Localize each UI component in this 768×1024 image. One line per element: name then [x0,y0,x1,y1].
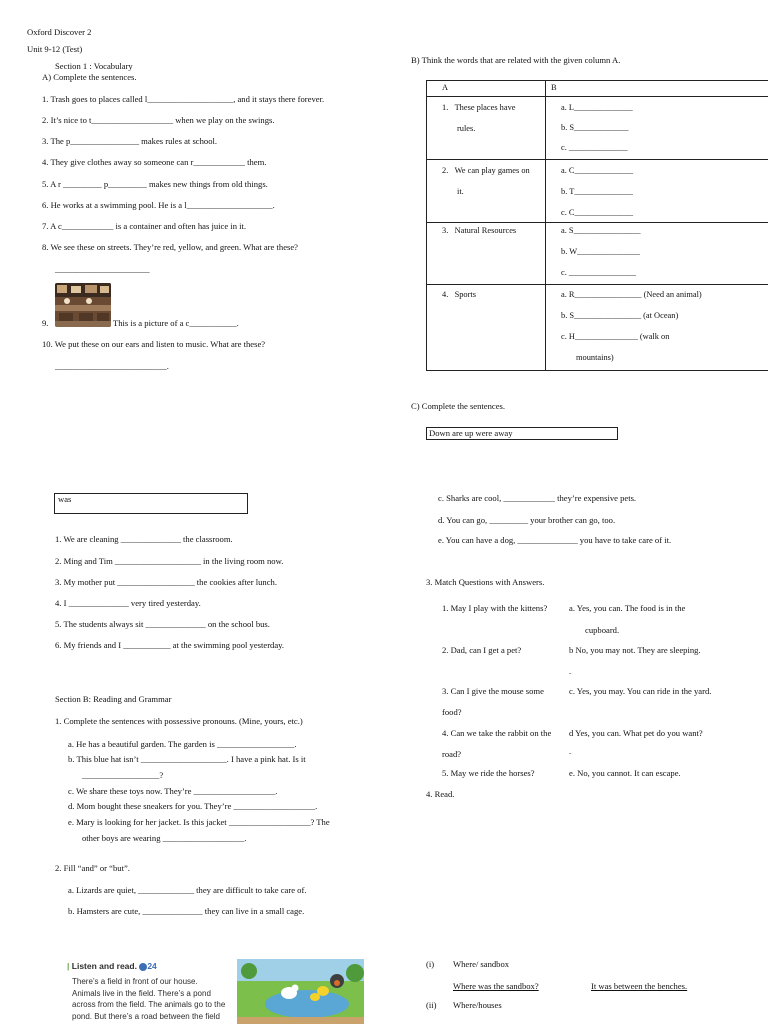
answer-blank: __________________? [82,770,164,780]
question-text: other boys are wearing ___________________. [82,833,247,843]
question-text: b. Hamsters are cute, ______________ they can live in a small cage. [68,906,305,916]
question-text: 8. We see these on streets. They’re red, yellow, and green. What are these? [42,242,298,252]
word-bank-box: was [54,493,248,514]
item-number: (ii) [426,1000,437,1010]
question-text: 5. The students always sit ______________ on the school bus. [55,619,270,629]
question-text: d. You can go, _________ your brother can go, too. [438,515,616,525]
section-b-heading: B) Think the words that are related with the given column A. [411,55,621,65]
question-text: c. We share these toys now. They’re ___________________. [68,786,278,796]
match-answer: . [569,746,572,756]
question-text: 5. A r _________ p_________ makes new things from old things. [42,179,268,189]
question-text: b. This blue hat isn’t ____________________. I have a pink hat. Is it [68,754,306,764]
section-title: Section 1 : Vocabulary [55,61,133,71]
table-row: a. C______________ b. T______________ c. C______________ [546,160,768,223]
table-row: 4. Sports [427,285,546,371]
reading-line: Animals live in the field. There’s a pond [72,988,211,998]
table-row: a. S________________ b. W_______________ c. ________________ [546,223,768,285]
question-text: d. Mom bought these sneakers for you. They’re ___________________. [68,801,318,811]
matching-table [426,80,768,371]
question-text: 7. A c____________ is a container and often has juice in it. [42,221,247,231]
question-text: 1. We are cleaning ______________ the classroom. [55,534,233,544]
answer-blank: ______________________ [55,264,150,274]
question-text: e. You can have a dog, ______________ you have to take care of it. [438,535,672,545]
question-text: 2. It’s nice to t___________________ when we play on the swings. [42,115,275,125]
match-answer: a. Yes, you can. The food is in the [569,603,686,613]
question-text: 6. He works at a swimming pool. He is a l____________________. [42,200,275,210]
question-text: 1. Complete the sentences with possessive pronouns. (Mine, yours, etc.) [55,716,303,726]
word-bank-box: Down are up were away [426,427,618,440]
question-text: 6. My friends and I ___________ at the swimming pool yesterday. [55,640,285,650]
section-match-heading: 3. Match Questions with Answers. [426,577,545,587]
section-a-heading: A) Complete the sentences. [42,72,137,82]
question-text: 10. We put these on our ears and listen to music. What are these? [42,339,266,349]
section-b-title: Section B: Reading and Grammar [55,694,172,704]
match-answer: d Yes, you can. What pet do you want? [569,728,703,738]
listen-read-panel [64,959,364,1024]
example-question: Where was the sandbox? [453,981,539,991]
question-text: 1. Trash goes to places called l____________________, and it stays there forever. [42,94,325,104]
match-answer: cupboard. [585,625,620,635]
question-text: 2. Fill “and” or “but”. [55,863,130,873]
question-text: c. Sharks are cool, ____________ they’re expensive pets. [438,493,637,503]
table-row: a. L______________ b. S_____________ c. ______________ [546,97,768,160]
question-text: e. Mary is looking for her jacket. Is this jacket ___________________? The [68,817,330,827]
match-answer: e. No, you cannot. It can escape. [569,768,681,778]
match-question: 4. Can we take the rabbit on the [442,728,552,738]
question-text: This is a picture of a c___________. [113,318,239,328]
reading-line: pond. But there’s a road between the field [72,1011,220,1021]
match-answer: . [569,666,572,676]
example-answer: It was between the benches. [591,981,688,991]
item-text: Where/ sandbox [453,959,510,969]
match-question: road? [442,749,462,759]
match-answer: b No, you may not. They are sleeping. [569,645,701,655]
track-number: 24 [147,961,157,971]
course-title: Oxford Discover 2 [27,27,92,37]
reading-line: across from the field. The animals go to the [72,1000,226,1009]
read-heading: 4. Read. [426,789,455,799]
question-text: 2. Ming and Tim ____________________ in the living room now. [55,556,284,566]
answer-blank: __________________________. [55,361,169,371]
match-question: 1. May I play with the kittens? [442,603,548,613]
question-number: 9. [42,318,49,328]
question-text: a. Lizards are quiet, _____________ they are difficult to take care of. [68,885,307,895]
match-answer: c. Yes, you may. You can ride in the yard. [569,686,712,696]
question-text: 4. I ______________ very tired yesterday. [55,598,201,608]
question-text: 3. My mother put __________________ the cookies after lunch. [55,577,277,587]
listen-title: | Listen and read. 24 [67,961,157,971]
unit-title: Unit 9-12 (Test) [27,44,83,54]
cafeteria-photo [55,283,111,327]
match-question: 2. Dad, can I get a pet? [442,645,522,655]
question-text: a. He has a beautiful garden. The garden is __________________. [68,739,297,749]
match-question: food? [442,707,462,717]
table-row: 2. We can play games on it. [427,160,546,223]
column-a-header: A [427,81,546,97]
table-row: a. R________________ (Need an animal) b. S________________ (at Ocean) c. H_______________ (walk on mountains) [546,285,768,371]
question-text: 4. They give clothes away so someone can r____________ them. [42,157,267,167]
column-b-header: B [546,81,768,97]
match-question: 5. May we ride the horses? [442,768,535,778]
table-row: 1. These places have rules. [427,97,546,160]
item-number: (i) [426,959,435,969]
reading-line: There’s a field in front of our house. [72,977,198,986]
item-text: Where/houses [453,1000,502,1010]
section-c-heading: C) Complete the sentences. [411,401,506,411]
pond-illustration [237,959,364,1024]
question-text: 3. The p________________ makes rules at school. [42,136,218,146]
match-question: 3. Can I give the mouse some [442,686,544,696]
table-row: 3. Natural Resources [427,223,546,285]
